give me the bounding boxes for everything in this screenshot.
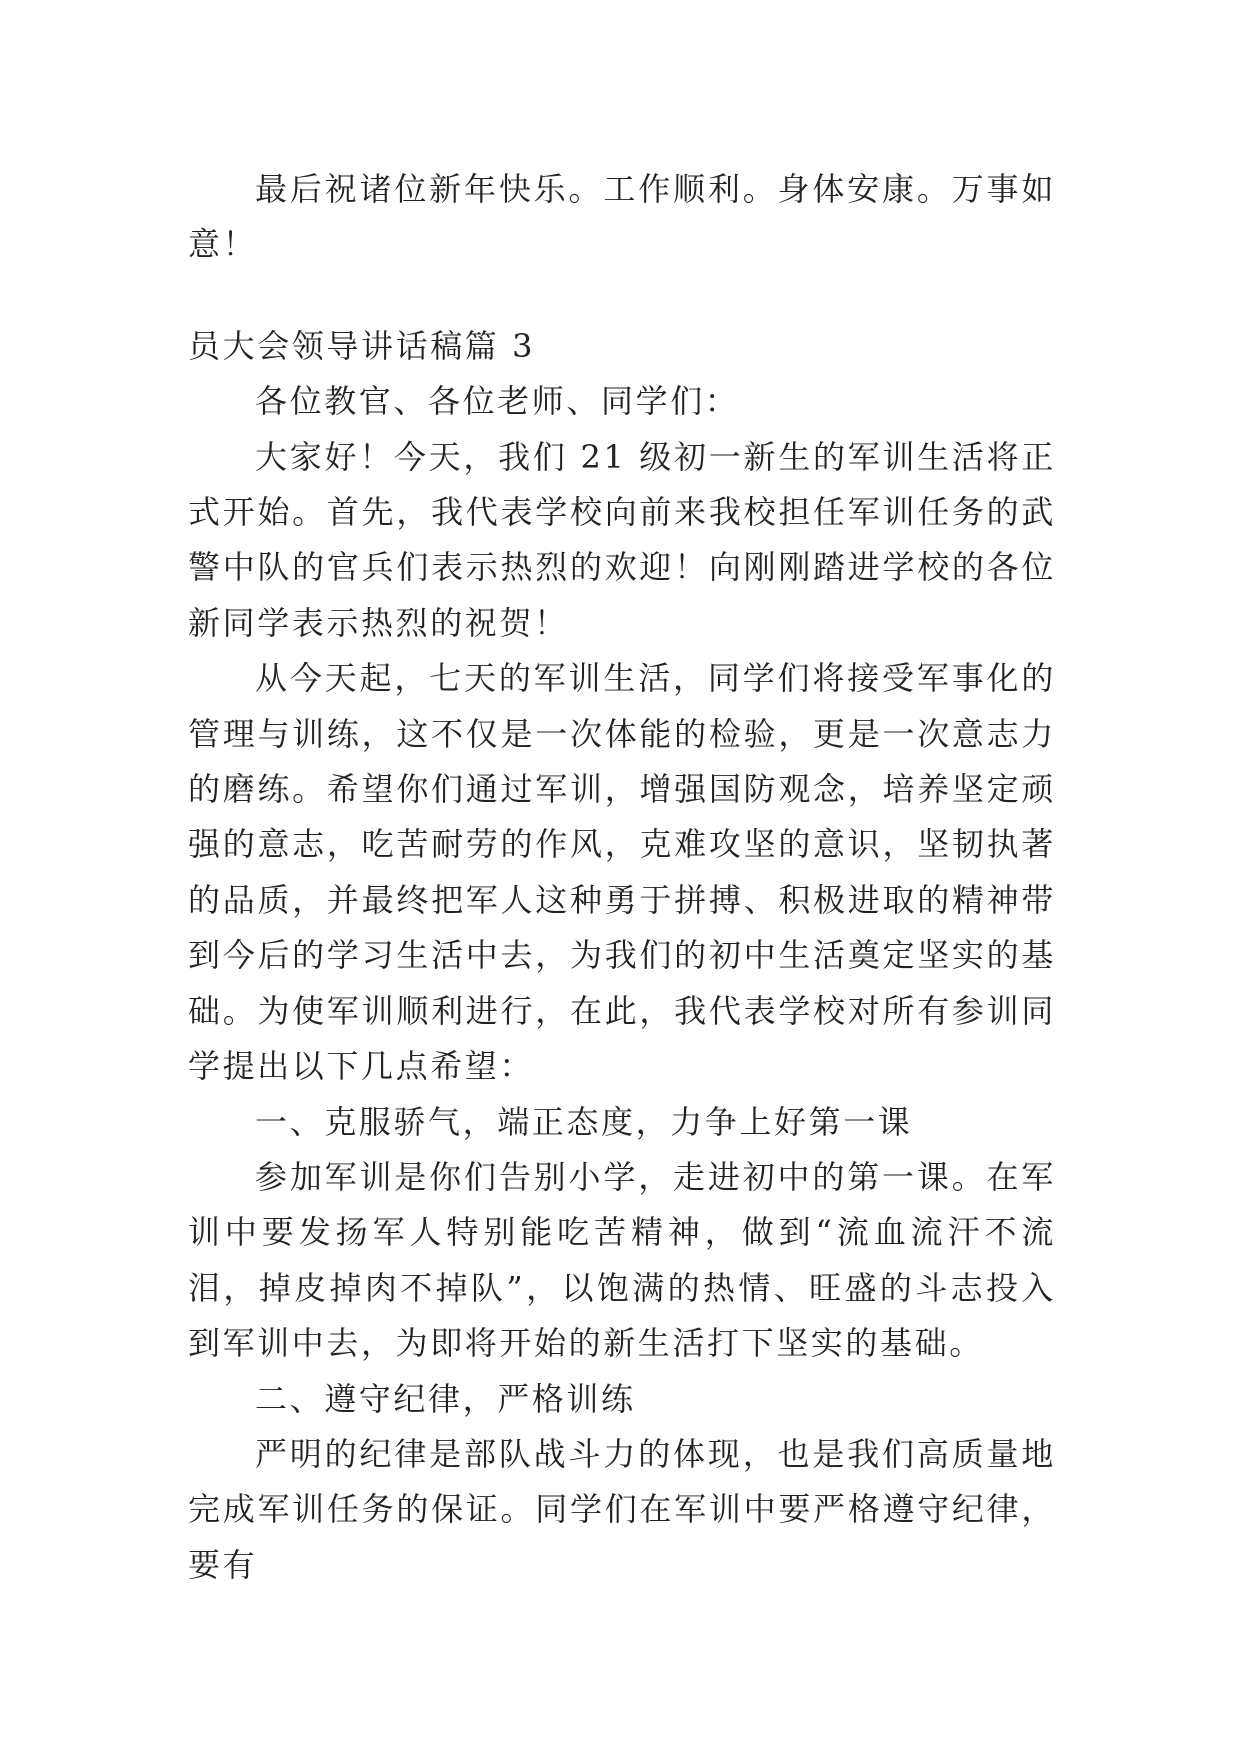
- point-heading: 一、克服骄气，端正态度，力争上好第一课: [255, 1102, 913, 1141]
- salutation: 各位教官、各位老师、同学们：: [255, 382, 740, 421]
- body-paragraph: 严明的纪律是部队战斗力的体现，也是我们高质量地完成军训任务的保证。同学们在军训中要严格遵守纪律，要有: [188, 1434, 1056, 1584]
- body-paragraph: 从今天起，七天的军训生活，同学们将接受军事化的管理与训练，这不仅是一次体能的检验，更是一次意志力的磨练。希望你们通过军训，增强国防观念，培养坚定顽强的意志，吃苦耐劳的作风，克难攻坚的意识，坚韧执著的品质，并最终把军人这种勇于拼搏、积极进取的精神带到今后的学习生活中去，为我们的初中生活奠定坚实的基础。为使军训顺利进行，在此，我代表学校对所有参训同学提出以下几点希望：: [188, 659, 1056, 1086]
- point-heading: 二、遵守纪律，严格训练: [255, 1379, 636, 1418]
- body-paragraph: 大家好！今天，我们 21 级初一新生的军训生活将正式开始。首先，我代表学校向前来我校担任军训任务的武警中队的官兵们表示热烈的欢迎！向刚刚踏进学校的各位新同学表示热烈的祝贺！: [188, 437, 1056, 642]
- document-body: [188, 162, 1056, 1593]
- body-paragraph: 参加军训是你们告别小学，走进初中的第一课。在军训中要发扬军人特别能吃苦精神，做到“流血流汗不流泪，掉皮掉肉不掉队”，以饱满的热情、旺盛的斗志投入到军训中去，为即将开始的新生活打下坚实的基础。: [188, 1157, 1056, 1363]
- section-title: 员大会领导讲话稿篇 3: [188, 326, 536, 365]
- closing-line: 最后祝诸位新年快乐。工作顺利。身体安康。万事如意！: [188, 170, 1056, 264]
